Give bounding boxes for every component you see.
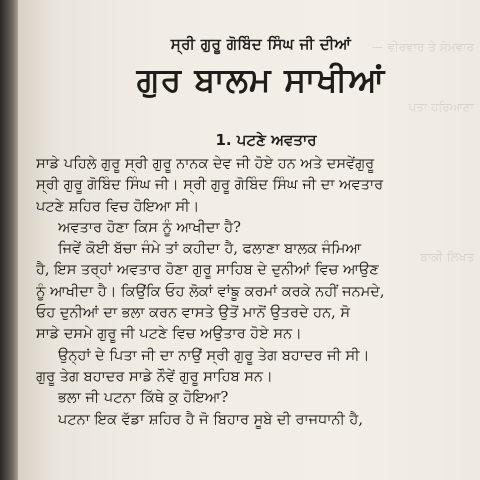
text-line: ਭਲਾ ਜੀ ਪਟਨਾ ਕਿੱਥੇ ਕੁ ਹੋਇਆ? [58, 390, 229, 407]
text-line: ਓਹ ਦੁਨੀਆਂ ਦਾ ਭਲਾ ਕਰਨ ਵਾਸਤੇ ਉਤੋਂ ਮਾਨੋਂ ਉਤਰਦੇ ਹਨ, ਸੋ [36, 305, 351, 322]
book-page [18, 0, 480, 480]
text-line: ਸ੍ਰੀ ਗੁਰੂ ਗੋਬਿੰਦ ਸਿੰਘ ਜੀ। ਸ੍ਰੀ ਗੁਰੂ ਗੋਬਿੰਦ ਸਿੰਘ ਜੀ ਦਾ ਅਵਤਾਰ [36, 177, 384, 194]
bleed-through-text: ਪਤਾ ਹਰਿਆਣਾ [408, 100, 474, 114]
page-content [36, 34, 476, 431]
text-line: ਜਿਵੇਂ ਕੋਈ ਬੱਚਾ ਜੰਮੇ ਤਾਂ ਕਹੀਦਾ ਹੈ, ਫਲਾਣਾ ਬਾਲਕ ਜੰਮਿਆ [58, 241, 362, 258]
text-line: ਅਵਤਾਰ ਹੋਣਾ ਕਿਸ ਨੂੰ ਆਖੀਦਾ ਹੈ? [58, 219, 241, 236]
text-line: ਗੁਰੂ ਤੇਗ ਬਹਾਦਰ ਸਾਡੇ ਨੌਵੇਂ ਗੁਰੂ ਸਾਹਿਬ ਸਨ। [36, 368, 273, 385]
text-line: ਸਾਡੇ ਦਸਮੇ ਗੁਰੂ ਜੀ ਪਟਣੇ ਵਿਚ ਅਉਤਾਰ ਹੋਏ ਸਨ। [36, 326, 302, 343]
text-line: ਸਾਡੇ ਪਹਿਲੇ ਗੁਰੂ ਸ੍ਰੀ ਗੁਰੂ ਨਾਨਕ ਦੇਵ ਜੀ ਹੋਏ ਹਨ ਅਤੇ ਦਸਵੇਂਗੁਰੂ [36, 156, 375, 172]
text-line: ਨੂੰ ਆਖੀਦਾ ਹੈ। ਕਿਉਂਕਿ ਓਹ ਲੋਕਾਂ ਵਾਂਙੂ ਕਰਮਾਂ ਕਰਕੇ ਨਹੀਂ ਜਨਮਦੇ, [36, 283, 385, 300]
text-line: ਪਟਣੇ ਸ਼ਹਿਰ ਵਿਚ ਹੋਇਆ ਸੀ। [36, 198, 200, 215]
bleed-through-text: ਬਾਕੀ ਲਿਖਤ [420, 250, 474, 264]
bleed-through-text: — ਵੀਰਵਾਰ ਤੇ ਸੋਮਵਾਰ [371, 40, 474, 54]
text-line: ਪਟਨਾ ਇਕ ਵੱਡਾ ਸ਼ਹਿਰ ਹੈ ਜੋ ਬਿਹਾਰ ਸੂਬੇ ਦੀ ਰਾਜਧਾਨੀ ਹੈ, [58, 411, 363, 428]
text-line: ਹੈ, ਇਸ ਤਰ੍ਹਾਂ ਅਵਤਾਰ ਹੋਣਾ ਗੁਰੂ ਸਾਹਿਬ ਦੇ ਦੁਨੀਆਂ ਵਿਚ ਆਉਣ [36, 262, 379, 279]
chapter-heading: 1. ਪਟਣੇ ਅਵਤਾਰ [215, 131, 317, 149]
body-text [36, 154, 476, 431]
text-line: ਉਨ੍ਹਾਂ ਦੇ ਪਿਤਾ ਜੀ ਦਾ ਨਾਉਂ ਸ੍ਰੀ ਗੁਰੂ ਤੇਗ ਬਹਾਦਰ ਜੀ ਸੀ। [58, 347, 370, 364]
book-title: ਗੁਰ ਬਾਲਮ ਸਾਖੀਆਂ [136, 60, 386, 99]
book-subtitle: ਸ੍ਰੀ ਗੁਰੂ ਗੋਬਿੰਦ ਸਿੰਘ ਜੀ ਦੀਆਂ [170, 35, 352, 53]
